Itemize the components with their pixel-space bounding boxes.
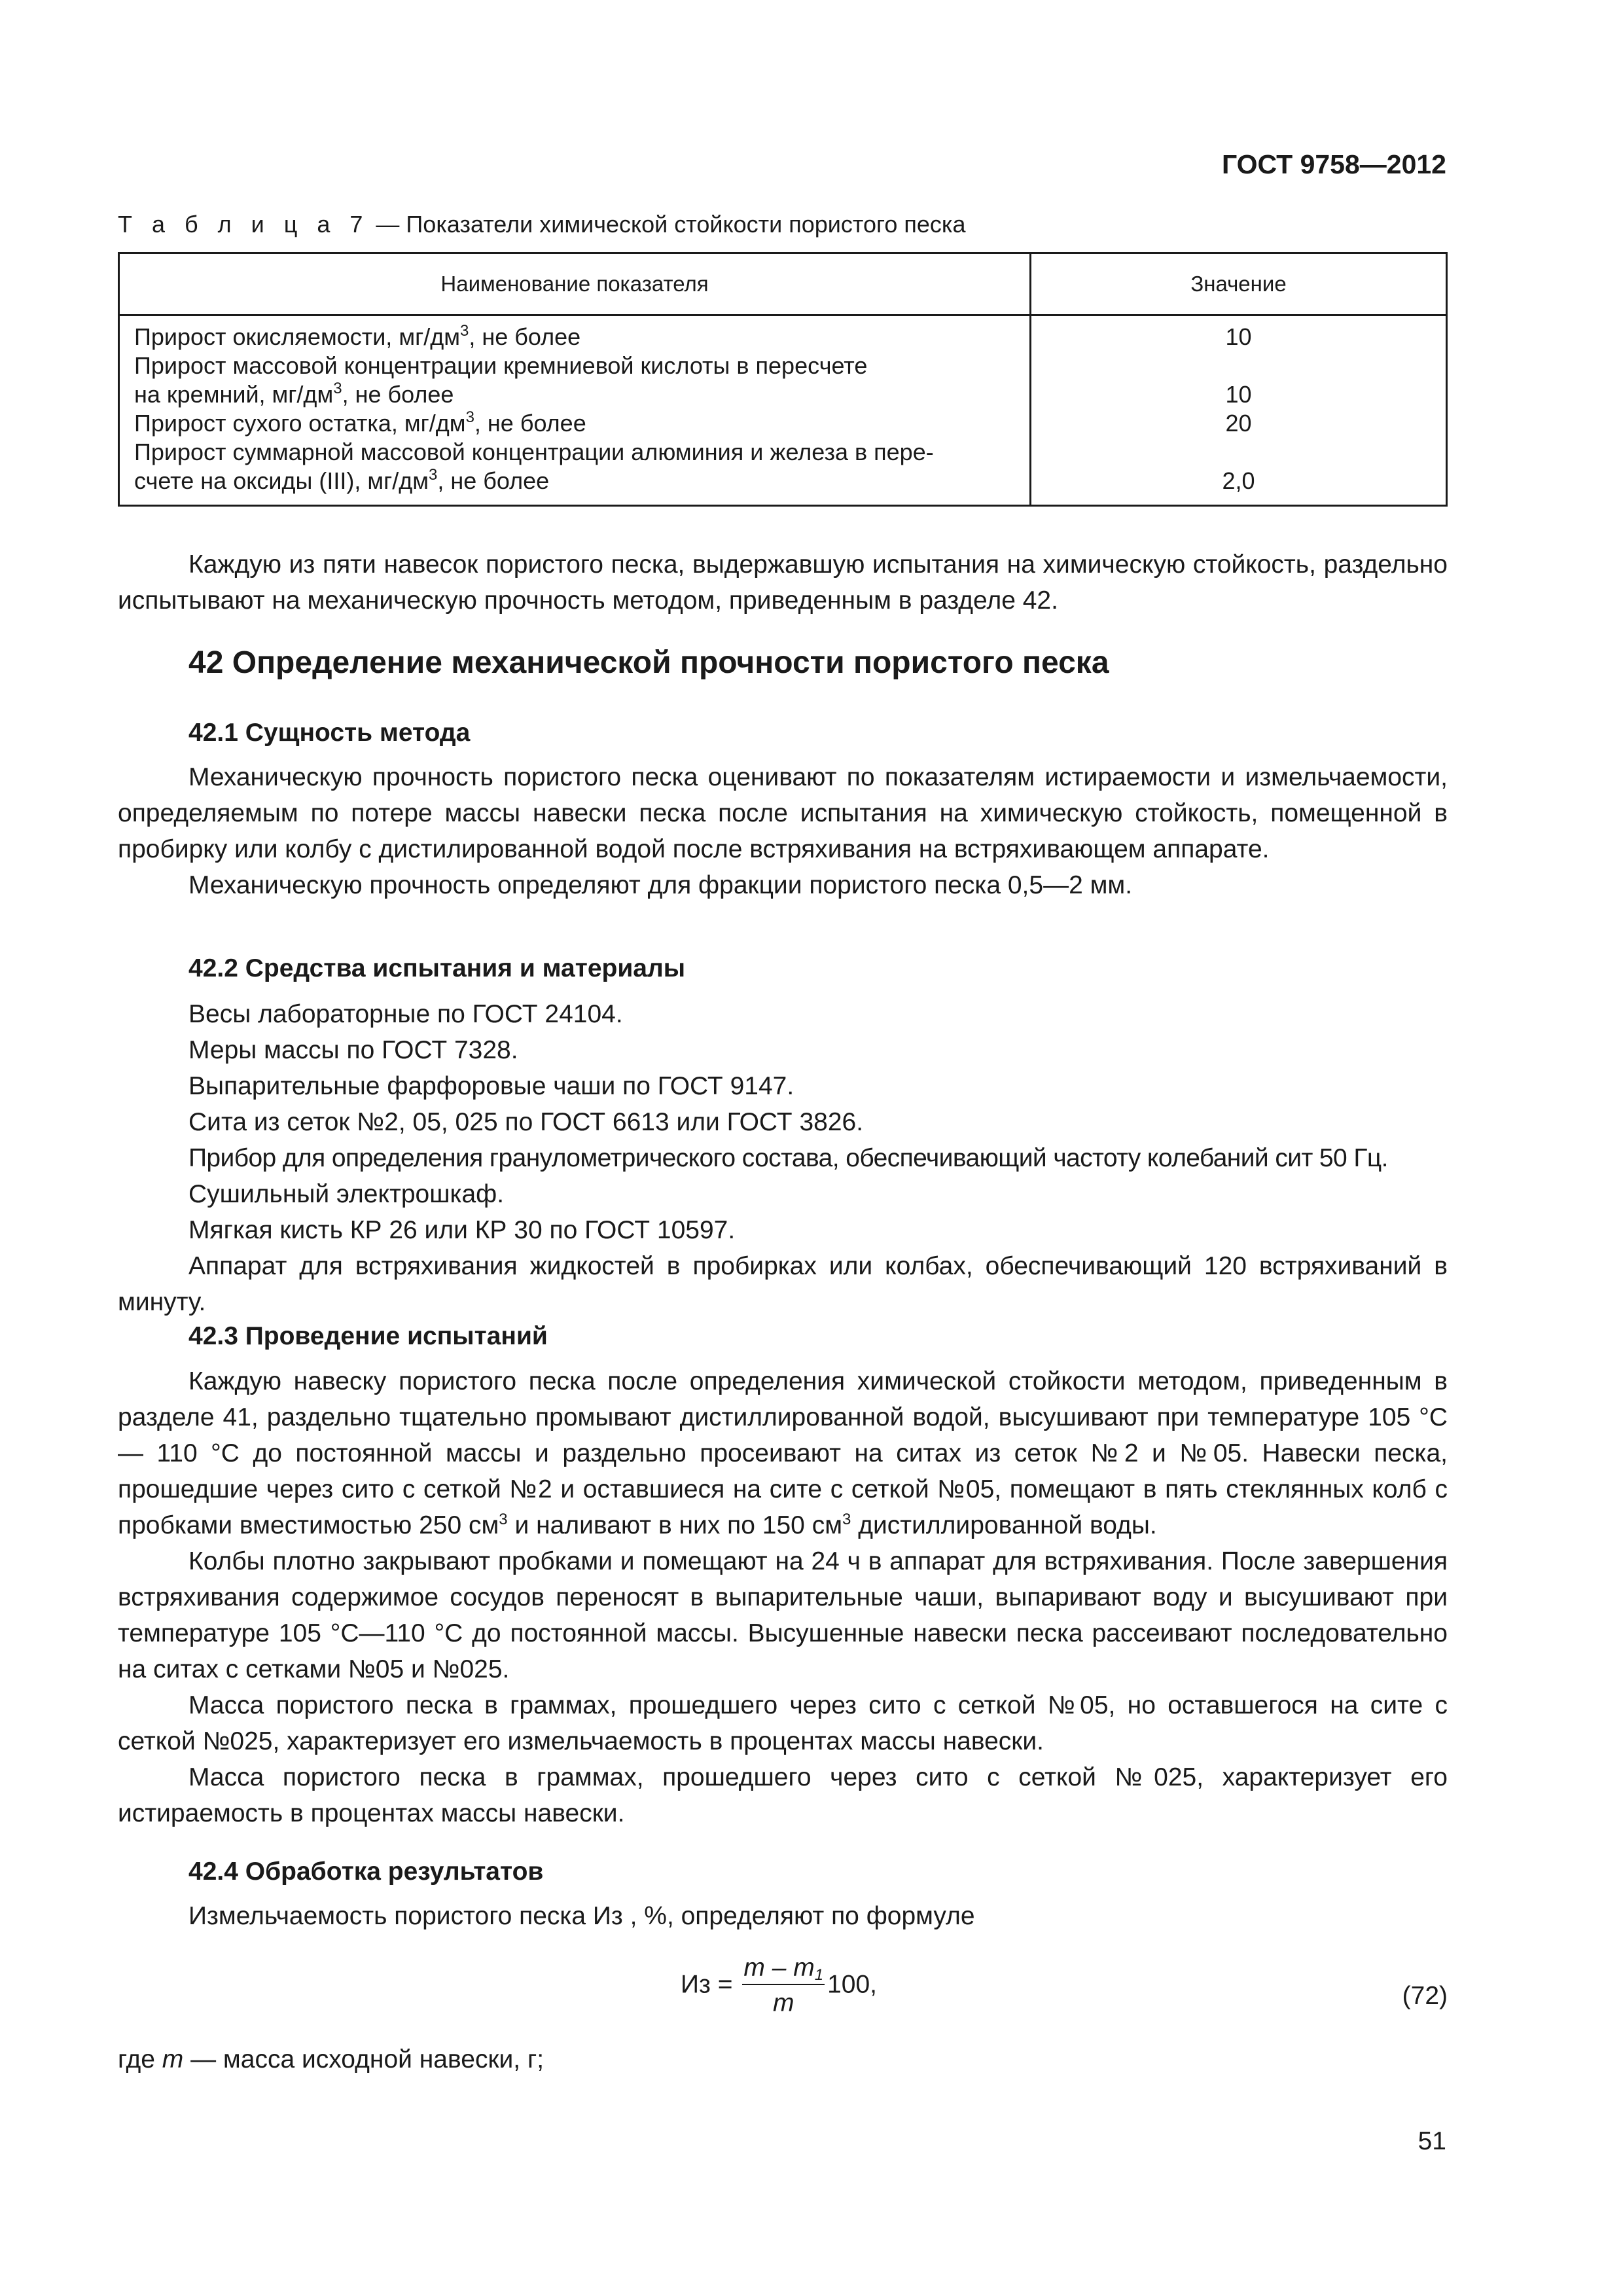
row-text: Прирост суммарной массовой концентрации алюминия и железа в пере-	[134, 439, 934, 465]
paragraph: Колбы плотно закрывают пробками и помещают на 24 ч в аппарат для встряхивания. После завершения встряхивания содержимое сосудов переносят в выпарительные чаши, выпаривают воду и высушивают при температуре 105 °С—110 °С до постоянной массы. Высушенные навески песка рассеивают последовательно на ситах с сетками №05 и №025.	[118, 1547, 1448, 1683]
row-text: Прирост массовой концентрации кремниевой кислоты в пересчете	[134, 352, 868, 379]
paragraph-text: Каждую навеску пористого песка после определения химической стойкости методом, приведенным в разделе 41, раздельно тщательно промывают дистиллированной водой, высушивают при температуре 105 °С — 110 °С до постоянной массы и раздельно просеивают на ситах из сеток №2 и №05. Навески песка, прошедшие через сито с сеткой №2 и оставшиеся на сите с сеткой №05, помещают в пять стеклянных колб с пробками вместимостью 250 см	[118, 1367, 1448, 1539]
numerator-text: m – m	[743, 1954, 815, 1982]
formula-numerator	[742, 1954, 825, 1985]
formula-explanation	[118, 2045, 544, 2074]
formula-number: (72)	[1402, 1982, 1448, 2010]
row-text: на кремний, мг/дм	[134, 381, 334, 408]
row-value-spacer	[1031, 351, 1446, 380]
paragraph: Измельчаемость пористого песка Из , %, определяют по формуле	[188, 1902, 975, 1930]
section-42-3-body	[118, 1363, 1448, 1831]
table-body-row	[119, 315, 1447, 506]
row-text: , не более	[474, 410, 586, 437]
formula-denominator: m	[772, 1989, 794, 2017]
section-42-title: 42 Определение механической прочности пористого песка	[188, 645, 1109, 680]
formula-fraction	[742, 1954, 825, 2018]
chemical-resistance-table	[118, 252, 1448, 507]
table-caption	[118, 211, 965, 238]
row-value: 10	[1225, 381, 1252, 408]
paragraph: Масса пористого песка в граммах, прошедшего через сито с сеткой №05, но оставшегося на сите с сеткой №025, характеризует его измельчаемость в процентах массы навески.	[118, 1691, 1448, 1755]
table-header-row	[119, 253, 1447, 315]
table-row	[134, 323, 1016, 351]
table-row	[134, 351, 1016, 380]
page-number: 51	[1418, 2127, 1446, 2155]
table-row	[134, 409, 1016, 438]
row-sup: 3	[333, 380, 342, 397]
indicator-names-cell	[119, 315, 1031, 506]
table-caption-label: Т а б л и ц а 7	[118, 211, 370, 238]
where-text: — масса исходной навески, г;	[183, 2045, 544, 2073]
table-row	[134, 380, 1016, 409]
row-sup: 3	[428, 466, 438, 484]
paragraph	[118, 1363, 1448, 1543]
list-item: Выпарительные фарфоровые чаши по ГОСТ 9147.	[188, 1072, 794, 1100]
superscript: 3	[842, 1511, 851, 1528]
section-42-3-title: 42.3 Проведение испытаний	[188, 1322, 548, 1350]
section-42-1-body	[118, 759, 1448, 903]
paragraph: Механическую прочность определяют для фракции пористого песка 0,5—2 мм.	[188, 871, 1133, 899]
paragraph: Механическую прочность пористого песка оценивают по показателям истираемости и измельчаемости, определяемым по потере массы навески песка после испытания на химическую стойкость, помещенной в пробирку или колбу с дистилированной водой после встряхивания на встряхивающем аппарате.	[118, 763, 1448, 863]
column-header-value: Значение	[1031, 253, 1447, 315]
row-text: счете на оксиды (III), мг/дм	[134, 467, 429, 494]
table-row	[134, 467, 1016, 495]
paragraph-text: дистиллированной воды.	[851, 1511, 1157, 1539]
row-text: , не более	[342, 381, 454, 408]
section-42-2-body	[118, 996, 1448, 1320]
list-item: Мягкая кисть КР 26 или КР 30 по ГОСТ 10597.	[188, 1216, 736, 1244]
row-sup: 3	[465, 408, 474, 426]
row-sup: 3	[459, 322, 469, 340]
table-row	[134, 438, 1016, 467]
formula-72	[681, 1954, 877, 2018]
intro-paragraph: Каждую из пяти навесок пористого песка, выдержавшую испытания на химическую стойкость, раздельно испытывают на механическую прочность методом, приведенным в разделе 42.	[118, 550, 1448, 615]
row-value: 20	[1225, 410, 1252, 437]
column-header-name: Наименование показателя	[119, 253, 1031, 315]
list-item: Весы лабораторные по ГОСТ 24104.	[188, 1000, 623, 1028]
formula-tail: 100,	[827, 1970, 877, 1999]
paragraph-text: и наливают в них по 150 см	[507, 1511, 843, 1539]
where-text: где	[118, 2045, 162, 2073]
paragraph: Масса пористого песка в граммах, прошедшего через сито с сеткой №025, характеризует его истираемость в процентах массы навески.	[118, 1763, 1448, 1827]
row-text: Прирост окисляемости, мг/дм	[134, 323, 460, 350]
row-value-spacer	[1031, 438, 1446, 467]
section-42-4-body	[118, 1898, 1448, 1934]
row-text: Прирост сухого остатка, мг/дм	[134, 410, 466, 437]
list-item: Сита из сеток №2, 05, 025 по ГОСТ 6613 или ГОСТ 3826.	[188, 1108, 864, 1136]
section-42-1-title: 42.1 Сущность метода	[188, 719, 471, 747]
section-42-2-title: 42.2 Средства испытания и материалы	[188, 954, 686, 982]
intro-paragraph-block	[118, 547, 1448, 619]
where-symbol: m	[162, 2045, 184, 2073]
section-42-4-title: 42.4 Обработка результатов	[188, 1857, 544, 1886]
list-item: Сушильный электрошкаф.	[188, 1180, 505, 1208]
superscript: 3	[499, 1511, 508, 1528]
numerator-subscript: 1	[814, 1966, 824, 1984]
document-id: ГОСТ 9758—2012	[1221, 149, 1446, 179]
values-cell	[1031, 315, 1447, 506]
row-value: 2,0	[1222, 467, 1255, 494]
row-value: 10	[1225, 323, 1252, 350]
table-caption-text: — Показатели химической стойкости пористого песка	[369, 211, 966, 238]
list-item: Меры массы по ГОСТ 7328.	[188, 1036, 518, 1064]
paragraph: Аппарат для встряхивания жидкостей в пробирках или колбах, обеспечивающий 120 встряхиваний в минуту.	[118, 1252, 1448, 1316]
list-item: Прибор для определения гранулометрического состава, обеспечивающий частоту колебаний сит 50 Гц.	[188, 1144, 1388, 1172]
formula-lhs: Из =	[681, 1970, 733, 1999]
row-text: , не более	[469, 323, 581, 350]
row-text: , не более	[437, 467, 550, 494]
